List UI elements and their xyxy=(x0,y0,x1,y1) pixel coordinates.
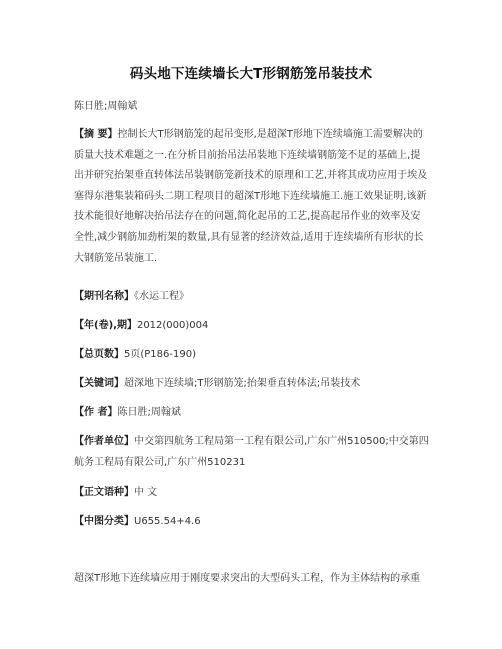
field-affiliation-label: 【作者单位】 xyxy=(74,436,134,447)
document-authors: 陈日胜;周翰斌 xyxy=(74,101,138,112)
field-keywords-value: 超深地下连续墙;T形钢筋笼;抬架垂直转体法;吊装技术 xyxy=(124,378,361,389)
abstract-label: 【摘 要】 xyxy=(74,129,118,140)
abstract-paragraph xyxy=(74,125,430,269)
field-author-value: 陈日胜;周翰斌 xyxy=(117,407,181,418)
field-keywords-label: 【关键词】 xyxy=(74,378,124,389)
field-pages-label: 【总页数】 xyxy=(74,349,124,360)
body-paragraph: 超深T形地下连续墙应用于刚度要求突出的大型码头工程，作为主体结构的承重 xyxy=(74,573,421,584)
field-pages-value: 5页(P186-190) xyxy=(124,349,196,360)
field-classification-value: U655.54+4.6 xyxy=(134,516,201,527)
field-affiliation-value: 中交第四航务工程局第一工程有限公司,广东广州510500;中交第四航务工程局有限公司,广东广州510231 xyxy=(74,436,429,468)
field-journal-value: 《水运工程》 xyxy=(134,291,189,302)
field-year-issue-value: 2012(000)004 xyxy=(136,320,209,331)
field-language-label: 【正文语种】 xyxy=(74,487,134,498)
field-classification-label: 【中图分类】 xyxy=(74,516,134,527)
field-author xyxy=(74,403,434,424)
field-affiliation xyxy=(74,432,434,473)
field-journal xyxy=(74,287,434,308)
field-language-value: 中 文 xyxy=(134,487,158,498)
abstract-text: 控制长大T形钢筋笼的起吊变形,是超深T形地下连续墙施工需要解决的质量大技术难题之一.在分析目前抬吊法吊装地下连续墙钢筋笼不足的基础上,提出并研究抬架垂直转体法吊装钢筋笼新技术的原理和工艺,并将其成功应用于埃及塞得东港集装箱码头二期工程项目的超深T形地下连续墙施工.施工效果证明,该新技术能很好地解决抬吊法存在的问题,简化起吊的工艺,提高起吊作业的效率及安全性,减少钢筋加劲桁架的数量,具有显著的经济效益,适用于连续墙所有形状的长大钢筋笼吊装施工. xyxy=(74,129,428,264)
field-classification xyxy=(74,512,434,533)
field-language xyxy=(74,483,434,504)
field-year-issue xyxy=(74,316,434,337)
document-title: 码头地下连续墙长大T形钢筋笼吊装技术 xyxy=(129,66,373,82)
field-pages xyxy=(74,345,434,366)
field-year-issue-label: 【年(卷),期】 xyxy=(74,320,137,331)
field-journal-label: 【期刊名称】 xyxy=(74,291,134,302)
field-author-label: 【作 者】 xyxy=(74,407,118,418)
field-keywords xyxy=(74,374,434,395)
